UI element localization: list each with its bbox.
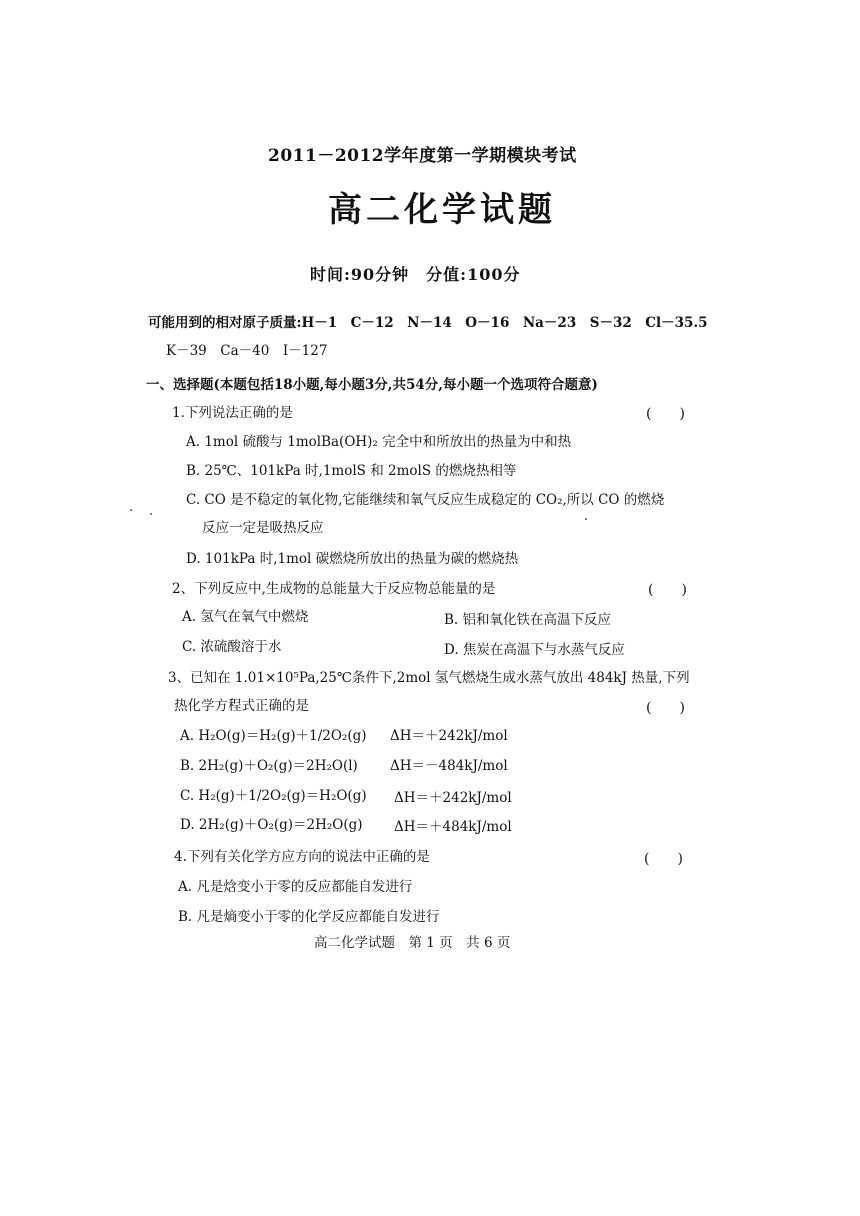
exam-info: 时间:90分钟 分值:100分 [310, 265, 521, 284]
page-footer: 高二化学试题 第 1 页 共 6 页 [314, 935, 511, 951]
question-2-option-d: D. 焦炭在高温下与水蒸气反应 [444, 642, 625, 658]
question-3-option-c-enthalpy: ΔH＝＋242kJ/mol [394, 790, 512, 806]
atomic-masses-line2: K－39 Ca－40 I－127 [166, 343, 328, 359]
section-heading: 一、选择题(本题包括18小题,每小题3分,共54分,每小题一个选项符合题意) [146, 377, 598, 393]
question-1-option-c: C. CO 是不稳定的氧化物,它能继续和氧气反应生成稳定的 CO₂,所以 CO 的燃烧 [186, 492, 665, 508]
question-1-option-c-cont: 反应一定是吸热反应 [202, 520, 324, 536]
scan-speck [585, 518, 587, 520]
question-2-answer-paren: ( ) [648, 582, 687, 598]
question-3-option-c-equation: C. H₂(g)＋1/2O₂(g)＝H₂O(g) [180, 788, 367, 804]
scan-speck [130, 509, 132, 511]
question-3-stem: 3、已知在 1.01×10⁵Pa,25℃条件下,2mol 氢气燃烧生成水蒸气放出 484kJ 热量,下列 [168, 670, 690, 686]
question-3-stem-cont: 热化学方程式正确的是 [174, 698, 309, 714]
question-3-option-a-enthalpy: ΔH＝＋242kJ/mol [390, 728, 508, 744]
exam-header: 2011－2012学年度第一学期模块考试 [268, 146, 577, 166]
question-4-option-b: B. 凡是熵变小于零的化学反应都能自发进行 [178, 909, 440, 925]
question-4-stem: 4.下列有关化学方应方向的说法中正确的是 [174, 849, 430, 865]
question-2-option-c: C. 浓硫酸溶于水 [182, 639, 282, 655]
question-1-option-a: A. 1mol 硫酸与 1molBa(OH)₂ 完全中和所放出的热量为中和热 [186, 434, 572, 450]
question-2-option-a: A. 氢气在氧气中燃烧 [182, 609, 309, 625]
question-2-stem: 2、下列反应中,生成物的总能量大于反应物总能量的是 [172, 581, 496, 597]
question-1-answer-paren: ( ) [646, 406, 685, 422]
question-1-stem: 1.下列说法正确的是 [172, 405, 293, 421]
question-3-option-b-equation: B. 2H₂(g)＋O₂(g)＝2H₂O(l) [180, 758, 358, 774]
question-1-option-b: B. 25℃、101kPa 时,1molS 和 2molS 的燃烧热相等 [186, 463, 517, 479]
atomic-masses-line1: 可能用到的相对原子质量:H－1 C－12 N－14 O－16 Na－23 S－32 Cl－35.5 [148, 315, 708, 331]
question-4-option-a: A. 凡是焓变小于零的反应都能自发进行 [178, 879, 413, 895]
page-title: 高二化学试题 [328, 190, 556, 230]
question-4-answer-paren: ( ) [644, 851, 683, 867]
scan-speck [150, 513, 152, 515]
question-3-option-b-enthalpy: ΔH＝－484kJ/mol [390, 758, 508, 774]
question-1-option-d: D. 101kPa 时,1mol 碳燃烧所放出的热量为碳的燃烧热 [186, 551, 519, 567]
question-3-option-d-equation: D. 2H₂(g)＋O₂(g)＝2H₂O(g) [180, 817, 363, 833]
question-2-option-b: B. 铝和氧化铁在高温下反应 [444, 612, 612, 628]
question-3-option-d-enthalpy: ΔH＝＋484kJ/mol [394, 819, 512, 835]
question-3-answer-paren: ( ) [646, 700, 685, 716]
question-3-option-a-equation: A. H₂O(g)＝H₂(g)＋1/2O₂(g) [180, 728, 367, 744]
